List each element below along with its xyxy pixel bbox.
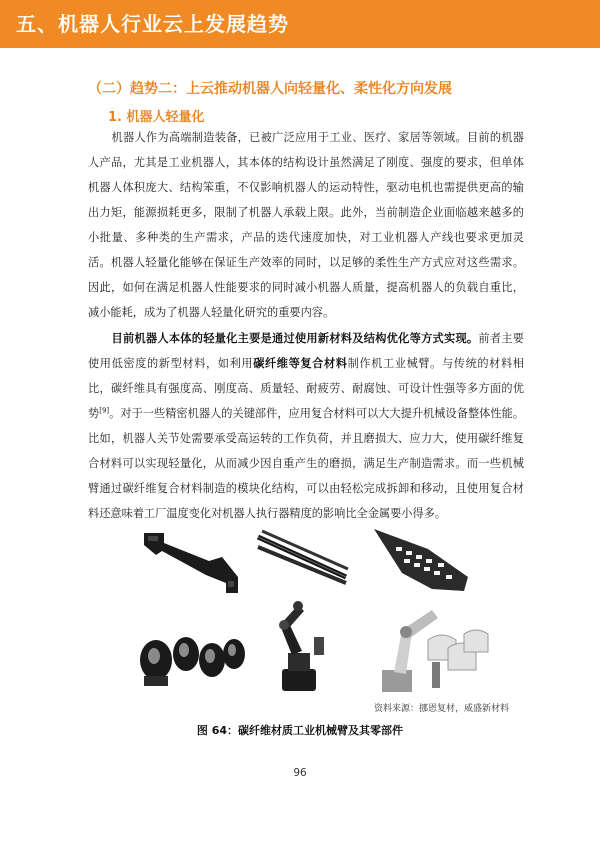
body-text: 。对于一些精密机器人的关键部件，应用复合材料可以大大提升机械设备整体性能。比如，机器人关节处需要承受高运转的工作负荷，并且磨损大、应力大，使用碳纤维复合材料可以实现轻量化，从而减少因自重产生的磨损，满足生产制造需求。而一些机械臂通过碳纤维复合材料制造的模块化结构，可以由轻松完成拆卸和移动，且使用复合材料还意味着工厂温度变化对机器人执行器精度的影响比全金属要小得多。 xyxy=(88,407,524,520)
reference-marker: [9] xyxy=(99,406,110,415)
carbon-fiber-plate-image xyxy=(134,525,244,600)
chapter-title: 五、机器人行业云上发展趋势 xyxy=(16,12,289,36)
subsection-title: 1. 机器人轻量化 xyxy=(108,110,205,125)
carbon-fiber-joints-image xyxy=(134,620,249,695)
carbon-fiber-gripper-frame-image xyxy=(368,525,478,597)
paragraph-lightweight-intro: 机器人作为高端制造装备，已被广泛应用于工业、医疗、家居等领域。目前的机器人产品，尤其是工业机器人，其本体的结构设计虽然满足了刚度、强度的要求，但单体机器人体积庞大、结构笨重，不仅影响机器人的运动特性，驱动电机也需提供更高的输出力矩，能源损耗更多，限制了机器人承载上限。此外，当前制造企业面临越来越多的小批量、多种类的生产需求，产品的迭代速度加快，对工业机器人产线也要求更加灵活。机器人轻量化能够在保证生产效率的同时，以足够的柔性生产方式应对这些需求。因此，如何在满足机器人性能要求的同时减小机器人质量，提高机器人的负载自重比，减小能耗，成为了机器人轻量化研究的重要内容。 xyxy=(88,131,524,319)
section-title: （二）趋势二：上云推动机器人向轻量化、柔性化方向发展 xyxy=(88,81,452,97)
chapter-banner xyxy=(0,0,600,48)
paragraph-materials xyxy=(88,326,524,526)
carbon-fiber-tubes-image xyxy=(250,525,355,590)
emphasis-text: 目前机器人本体的轻量化主要是通过使用新材料及结构优化等方式实现。 xyxy=(111,332,479,345)
carbon-fiber-robot-arm-image xyxy=(262,597,334,697)
body-text: 前者主要使用低密度的新型材料，如利用 xyxy=(88,332,524,370)
figure-caption: 图 64：碳纤维材质工业机械臂及其零部件 xyxy=(196,724,404,737)
emphasis-text: 碳纤维等复合材料 xyxy=(253,357,348,370)
industrial-robot-arm-image xyxy=(372,600,497,698)
figure-source: 资料来源：挪恩复材，威盛新材料 xyxy=(374,704,510,714)
body-text: 制作机工业械臂。与传统的材料相比，碳纤维具有强度高、刚度高、质量轻、耐疲劳、耐腐蚀、可设计性强等多方面的优势 xyxy=(88,357,524,420)
page-number: 96 xyxy=(293,767,307,779)
